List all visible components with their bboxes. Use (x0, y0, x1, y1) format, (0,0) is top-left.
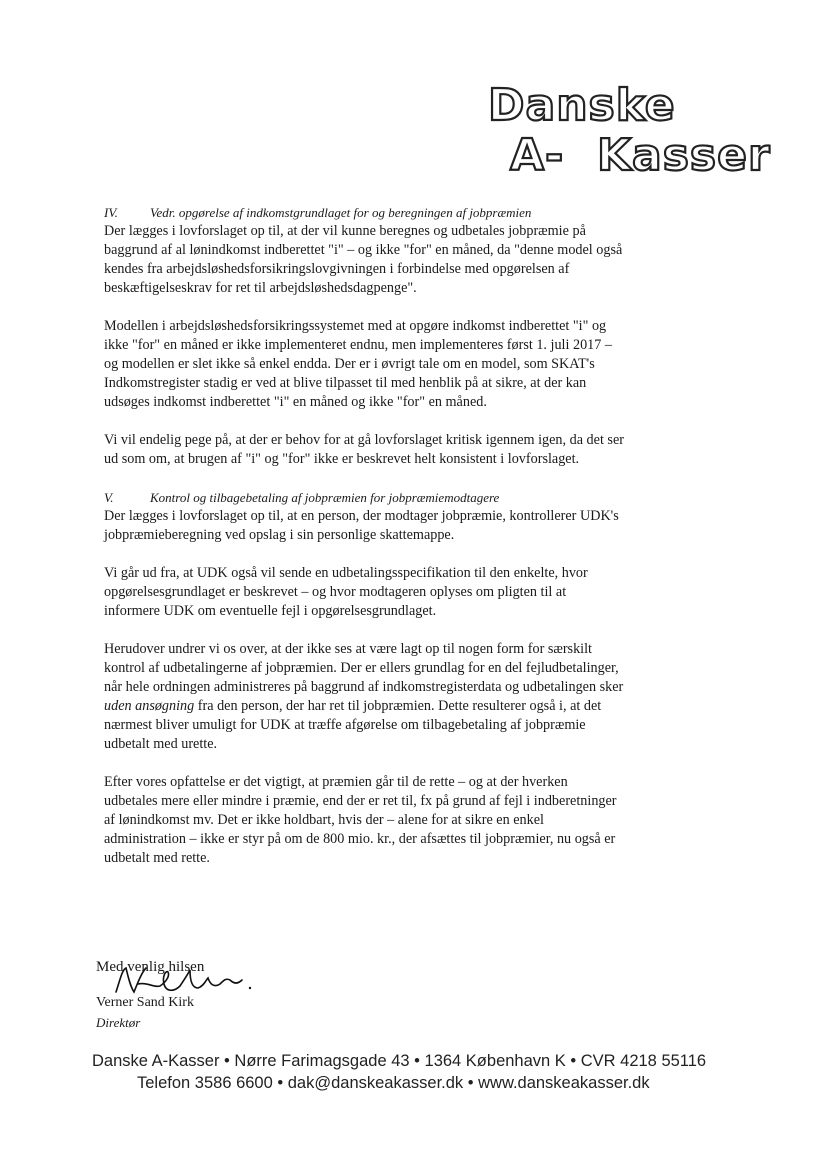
section-5-paragraph-4: Efter vores opfattelse er det vigtigt, at præmien går til de rette – og at der hverken udbetales mere eller mindre i præmie, end der er ret til, fx på grund af fejl i indberetninger af lønindkomst mv. Det er ikke holdbart, hvis der – alene for at sikre en enkel administration – ikke er styr på om de 800 mio. kr., der afsættes til jobpræmier, nu også er udbetalt med rette. (104, 774, 617, 866)
paragraph-3-text-a: Herudover undrer vi os over, at der ikke ses at være lagt op til nogen form for særskilt kontrol af udbetalingerne af jobpræmien. Der er ellers grundlag for en del fejludbetalinger, når hele ordningen administreres på baggrund af indkomstregisterdata og udbetalingen sker (104, 641, 624, 695)
section-5-paragraph-1: Der lægges i lovforslaget op til, at en person, der modtager jobpræmie, kontrollerer UDK's jobpræmieberegning ved opslag i sin personlige skattemappe. (104, 508, 619, 543)
logo (470, 80, 771, 182)
section-4-paragraph-1: Der lægges i lovforslaget op til, at der vil kunne beregnes og udbetales jobpræmie på baggrund af al lønindkomst indberettet "i" – og ikke "for" en måned, da "denne model også kendes fra arbejdsløshedsforsikringslovgivningen i forbindelse med opgørelsen af beskæftigelseskrav for ret til arbejdsløshedsdagpenge". (104, 223, 623, 296)
signer-title: Direktør (96, 1015, 141, 1030)
section-5-title: Kontrol og tilbagebetaling af jobpræmien for jobpræmiemodtagere (150, 490, 500, 505)
section-5-number: V. (104, 490, 114, 505)
closing-greeting: Med venlig hilsen (96, 959, 205, 975)
paragraph-3-text-b: fra den person, der har ret til jobpræmien. Dette resulterer også i, at det nærmest bliver umuligt for UDK at træffe afgørelse om tilbagebetaling af jobpræmie udbetalt med urette. (104, 698, 602, 752)
footer-contact-line: Telefon 3586 6600 • dak@danskeakasser.dk • www.danskeakasser.dk (137, 1074, 650, 1092)
section-4-number: IV. (104, 205, 118, 220)
signer-name: Verner Sand Kirk (96, 995, 194, 1010)
section-4-heading (104, 203, 624, 222)
letterhead-footer (92, 1050, 712, 1094)
section-5-paragraph-2: Vi går ud fra, at UDK også vil sende en udbetalingsspecifikation til den enkelte, hvor opgørelsesgrundlaget er beskrevet – og hvor modtageren oplyses om pligten til at informere UDK om eventuelle fejl i opgørelsesgrundlaget. (104, 565, 588, 619)
logo-line-2: A- Kasser (510, 130, 771, 181)
section-5-heading (104, 488, 624, 507)
section-4-paragraph-3: Vi vil endelig pege på, at der er behov for at gå lovforslaget kritisk igennem igen, da det ser ud som om, at brugen af "i" og "for" ikke er beskrevet helt konsistent i lovforslaget. (104, 432, 624, 467)
letter-body (104, 203, 624, 887)
footer-address-line: Danske A-Kasser • Nørre Farimagsgade 43 • 1364 København K • CVR 4218 55116 (92, 1052, 707, 1070)
logo-line-1: Danske (488, 80, 676, 131)
paragraph-3-emphasis: uden ansøgning (104, 698, 195, 714)
section-4-paragraph-2: Modellen i arbejdsløshedsforsikringssystemet med at opgøre indkomst indberettet "i" og ikke "for" en måned er ikke implementeret endnu, men implementeres først 1. juli 2017 – og modellen er slet ikke så enkel endda. Der er i øvrigt tale om en model, som SKAT's Indkomstregister stadig er ved at blive tilpasset til med henblik på at sikre, at der kan udsøges indkomst indberettet "i" en måned og ikke "for" en måned. (104, 318, 612, 410)
section-5-paragraph-3 (104, 640, 624, 754)
section-4-title: Vedr. opgørelse af indkomstgrundlaget for og beregningen af jobpræmien (150, 205, 532, 220)
